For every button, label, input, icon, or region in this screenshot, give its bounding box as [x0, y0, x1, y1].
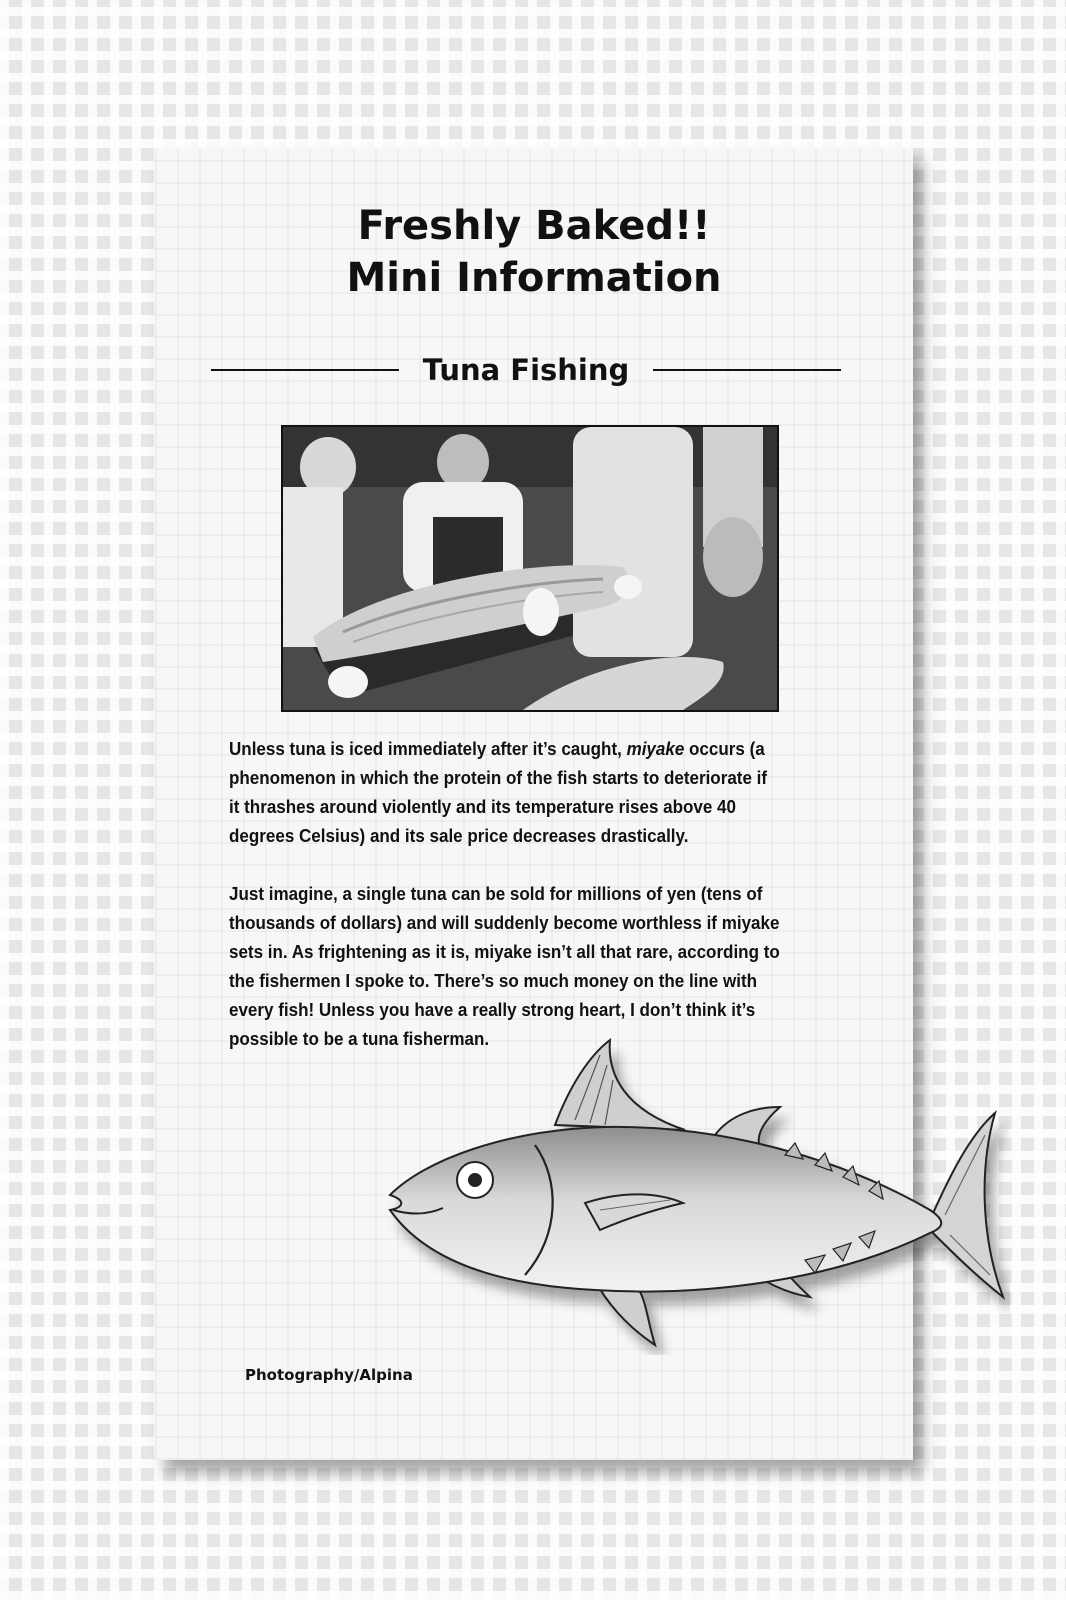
tuna-fish-illustration: [385, 1035, 1010, 1355]
paragraph-1: [229, 734, 781, 850]
title-line-2: Mini Information: [346, 255, 722, 301]
title-line-1: Freshly Baked!!: [357, 203, 711, 249]
paragraph-1-end: occurs (a phenomenon in which the protein of the fish starts to deteriorate if it thrashes around violently and its temperature rises above 40 degrees Celsius) and its sale price decreases drastically.: [229, 738, 768, 846]
paragraph-1-start: Unless tuna is iced immediately after it’s caught,: [229, 738, 627, 759]
photo-credit: Photography/Alpina: [245, 1366, 413, 1384]
heading-rule-left: [211, 369, 399, 371]
page-title: [155, 200, 913, 304]
body-text: [229, 734, 781, 1082]
section-heading-label: Tuna Fishing: [422, 353, 630, 387]
section-heading: [211, 350, 841, 390]
tuna-fishing-photo: [281, 425, 779, 712]
tuna-fish-icon: [385, 1035, 1010, 1355]
paragraph-2: Just imagine, a single tuna can be sold for millions of yen (tens of thousands of dollars) and will suddenly become worthless if miyake sets in. As frightening as it is, miyake isn’t all that rare, according to the fishermen I spoke to. There’s so much money on the line with every fish! Unless you have a really strong heart, I don’t think it’s possible to be a tuna fisherman.: [229, 883, 780, 1049]
heading-rule-right: [653, 369, 841, 371]
paragraph-1-italic: miyake: [626, 738, 685, 759]
photo-icon: [283, 427, 777, 710]
